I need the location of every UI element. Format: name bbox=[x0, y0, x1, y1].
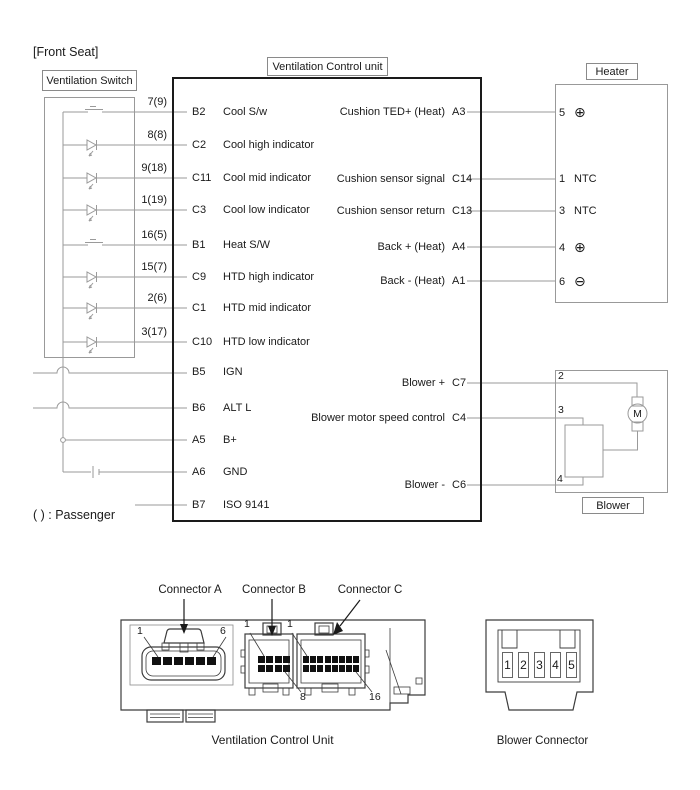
pin-name: Blower motor speed control bbox=[311, 412, 445, 424]
connector-ear bbox=[241, 650, 245, 657]
pin-code: C13 bbox=[452, 205, 473, 217]
unit-left-row bbox=[0, 301, 700, 315]
heater-row bbox=[0, 105, 700, 121]
blower-pin-number: 4 bbox=[557, 473, 563, 485]
front-seat-label: [Front Seat] bbox=[33, 45, 99, 59]
heater-pin-number: 5 bbox=[559, 107, 566, 119]
connector-foot bbox=[283, 688, 289, 695]
ventilation-switch-box bbox=[44, 97, 135, 358]
pin-code: B7 bbox=[192, 499, 206, 511]
pin-name: GND bbox=[223, 466, 248, 478]
pin-name: B+ bbox=[223, 434, 237, 446]
unit-body-detail bbox=[416, 678, 422, 684]
unit-foot-fins bbox=[150, 714, 180, 718]
blower-pin-number: 2 bbox=[558, 370, 564, 382]
pin-name: HTD high indicator bbox=[223, 271, 315, 283]
pin-name: Heat S/W bbox=[223, 239, 271, 251]
pin-name: ALT L bbox=[223, 402, 252, 414]
plus-circle-icon: ⊕ bbox=[574, 104, 586, 120]
connector-c-last-pin: 16 bbox=[369, 691, 381, 703]
switch-pin-label: 15(7) bbox=[141, 261, 167, 273]
pin-name: Back - (Heat) bbox=[380, 275, 445, 287]
unit-body-detail bbox=[394, 687, 410, 694]
unit-left-row bbox=[0, 335, 700, 349]
unit-left-row bbox=[0, 138, 700, 152]
connector-b-pins bbox=[258, 656, 290, 672]
pin-name: ISO 9141 bbox=[223, 499, 270, 511]
pin-name: Cushion sensor return bbox=[336, 205, 445, 217]
pin-name: IGN bbox=[223, 366, 243, 378]
switch-pin-label: 1(19) bbox=[141, 194, 167, 206]
pin-code: C11 bbox=[192, 172, 212, 184]
heater-pin-number: 4 bbox=[559, 242, 566, 254]
unit-foot bbox=[147, 710, 183, 722]
pin-code: C7 bbox=[452, 377, 467, 389]
pin-code: C9 bbox=[192, 271, 207, 283]
connector-ear bbox=[365, 666, 369, 673]
blower-title: Blower bbox=[596, 499, 630, 512]
connector-b-label: Connector B bbox=[242, 584, 306, 596]
blower-connector-pin: 4 bbox=[550, 652, 561, 678]
connector-foot bbox=[349, 688, 355, 695]
heater-row bbox=[0, 172, 700, 186]
unit-right-row bbox=[0, 411, 700, 425]
minus-circle-icon: ⊖ bbox=[574, 273, 586, 289]
heater-pin-number: 1 bbox=[559, 173, 566, 185]
pin-name: Cool S/w bbox=[223, 106, 268, 118]
pin-code: C14 bbox=[452, 173, 473, 185]
unit-right-row bbox=[0, 478, 700, 492]
switch-pin-label: 9(18) bbox=[141, 162, 167, 174]
heater-pin-label: NTC bbox=[574, 205, 597, 217]
pin-code: C1 bbox=[192, 302, 207, 314]
pin-name: Cushion sensor signal bbox=[336, 173, 445, 185]
heater-row bbox=[0, 274, 700, 290]
connector-c-tab-inner bbox=[319, 626, 329, 633]
connector-ear bbox=[365, 650, 369, 657]
pin-code: C10 bbox=[192, 336, 213, 348]
unit-foot-fins bbox=[188, 714, 213, 718]
connector-b-last-pin: 8 bbox=[300, 691, 306, 703]
ventilation-switch-title-box bbox=[42, 70, 137, 91]
connector-a-label: Connector A bbox=[158, 584, 222, 596]
connector-c-label: Connector C bbox=[337, 584, 403, 596]
connector-a-last-pin: 6 bbox=[220, 625, 226, 637]
pin-name: Back + (Heat) bbox=[377, 241, 445, 253]
heater-title: Heater bbox=[595, 65, 629, 78]
pin-code: B1 bbox=[192, 239, 206, 251]
blower-connector-pin: 5 bbox=[566, 652, 577, 678]
pin-code: B2 bbox=[192, 106, 206, 118]
blower-pin-number: 3 bbox=[558, 404, 564, 416]
control-unit-title: Ventilation Control unit bbox=[272, 60, 383, 73]
connector-foot bbox=[249, 688, 255, 695]
ventilation-switch-title: Ventilation Switch bbox=[46, 74, 133, 87]
pin-name: HTD low indicator bbox=[223, 336, 310, 348]
unit-foot bbox=[186, 710, 215, 722]
heater-row bbox=[0, 240, 700, 256]
pin-code: A6 bbox=[192, 466, 206, 478]
connector-b-first-pin: 1 bbox=[244, 618, 250, 630]
unit-left-row bbox=[0, 433, 700, 447]
unit-body-detail bbox=[386, 650, 401, 694]
heater-title-box bbox=[586, 63, 638, 80]
control-unit-title-box bbox=[267, 57, 388, 76]
connector-c-pins bbox=[303, 656, 359, 672]
pin-code: C6 bbox=[452, 479, 467, 491]
pin-name: Cool low indicator bbox=[223, 204, 310, 216]
switch-pin-label: 16(5) bbox=[141, 229, 167, 241]
blower-connector-pin: 2 bbox=[518, 652, 529, 678]
pin-code: C4 bbox=[452, 412, 467, 424]
blower-connector-pin: 1 bbox=[502, 652, 513, 678]
switch-pin-label: 2(6) bbox=[147, 292, 167, 304]
pin-code: A1 bbox=[452, 275, 466, 287]
blower-connector-caption: Blower Connector bbox=[496, 735, 589, 747]
blower-connector-pin: 3 bbox=[534, 652, 545, 678]
pin-name: HTD mid indicator bbox=[223, 302, 312, 314]
pin-code: A3 bbox=[452, 106, 466, 118]
heater-pin-number: 3 bbox=[559, 205, 566, 217]
switch-pin-label: 8(8) bbox=[147, 129, 167, 141]
pin-name: Cool high indicator bbox=[223, 139, 315, 151]
pin-code: C2 bbox=[192, 139, 207, 151]
switch-pin-label: 7(9) bbox=[147, 96, 167, 108]
pin-code: C3 bbox=[192, 204, 207, 216]
connector-a-first-pin: 1 bbox=[137, 625, 143, 637]
passenger-note: ( ) : Passenger bbox=[33, 508, 115, 522]
connector-a-pins bbox=[152, 657, 216, 665]
pin-code: B5 bbox=[192, 366, 206, 378]
heater-row bbox=[0, 204, 700, 218]
plus-circle-icon: ⊕ bbox=[574, 239, 586, 255]
unit-caption: Ventilation Control Unit bbox=[211, 733, 334, 747]
pin-name: Blower - bbox=[404, 479, 445, 491]
pin-name: Blower + bbox=[401, 377, 445, 389]
switch-pin-label: 3(17) bbox=[141, 326, 167, 338]
pin-code: A5 bbox=[192, 434, 206, 446]
heater-pin-label: NTC bbox=[574, 173, 597, 185]
pin-name: Cushion TED+ (Heat) bbox=[339, 106, 445, 118]
pin-name: Cool mid indicator bbox=[223, 172, 312, 184]
connector-c-first-pin: 1 bbox=[287, 618, 293, 630]
unit-left-row bbox=[0, 498, 700, 512]
blower-connector-slots bbox=[502, 630, 575, 648]
pin-code: B6 bbox=[192, 402, 206, 414]
unit-right-row bbox=[0, 376, 700, 390]
pin-code: A4 bbox=[452, 241, 466, 253]
connector-ear bbox=[241, 666, 245, 673]
heater-pin-number: 6 bbox=[559, 276, 566, 288]
motor-label: M bbox=[633, 408, 642, 420]
unit-left-row bbox=[0, 465, 700, 479]
